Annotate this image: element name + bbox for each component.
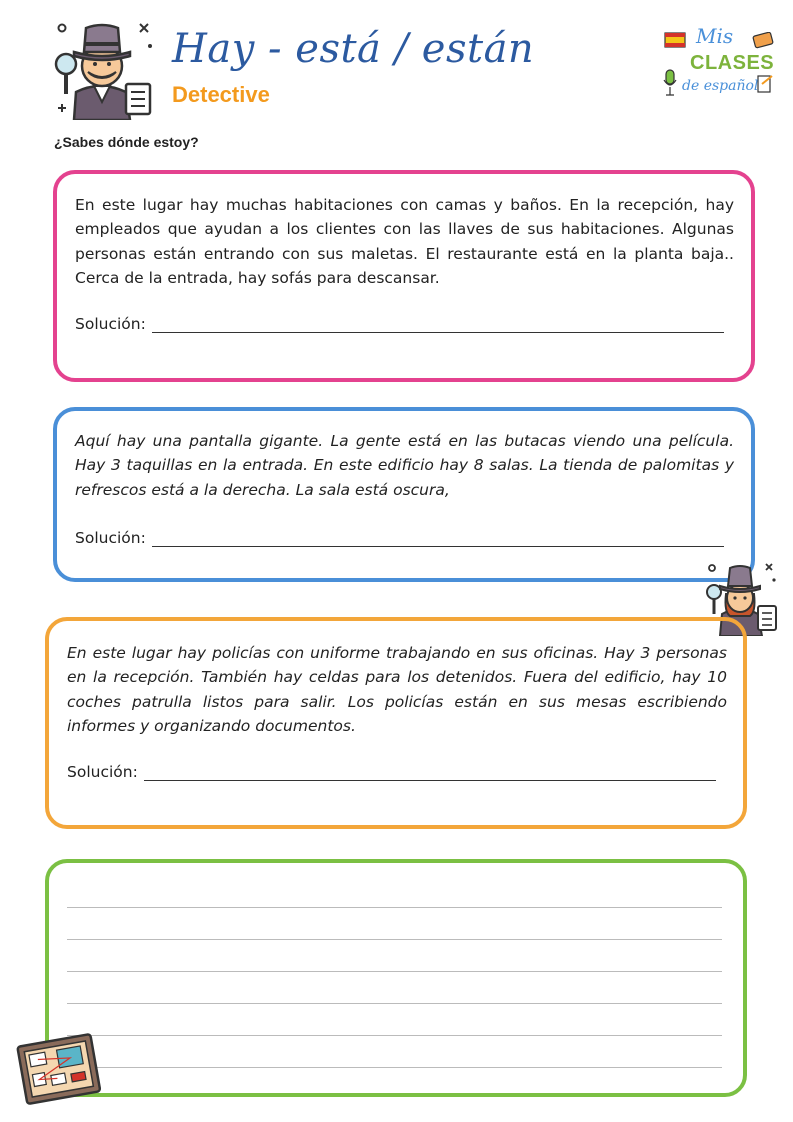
detective-man-icon — [52, 20, 156, 120]
riddle-text-3: En este lugar hay policías con uniforme trabajando en sus oficinas. Hay 3 personas en la recepción. También hay celdas para los detenidos. Fuera del edificio, hay 10 coches patrulla listos para salir. Los policías están en sus mesas escribiendo informes y organizando documentos. — [67, 644, 727, 735]
writing-line[interactable] — [67, 939, 722, 940]
solution-label: Solución: — [75, 529, 146, 547]
solution-label: Solución: — [75, 315, 146, 333]
writing-line[interactable] — [67, 1003, 722, 1004]
answer-line[interactable] — [152, 532, 724, 547]
logo-line-2: CLASES — [690, 52, 775, 74]
solution-field-2[interactable] — [75, 529, 724, 547]
notepad-icon — [756, 74, 774, 94]
ticket-icon — [752, 32, 776, 50]
page-subtitle: Detective — [172, 82, 270, 107]
logo-line-3: de español — [682, 78, 759, 94]
spain-flag-icon — [664, 32, 688, 50]
writing-card — [45, 859, 747, 1097]
brand-logo — [660, 24, 780, 114]
writing-line[interactable] — [67, 1035, 722, 1036]
riddle-text-2: Aquí hay una pantalla gigante. La gente está en las butacas viendo una película. Hay 3 taquillas en la entrada. En este edificio hay 8 salas. La tienda de palomitas y refrescos está a la derecha. La sala está oscura, — [75, 432, 734, 499]
solution-field-1[interactable] — [75, 315, 724, 333]
question-prompt: ¿Sabes dónde estoy? — [54, 134, 199, 150]
writing-line[interactable] — [67, 907, 722, 908]
riddle-text-1: En este lugar hay muchas habitaciones con camas y baños. En la recepción, hay empleados que ayudan a los clientes con las llaves de sus habitaciones. Algunas personas están entrando con sus maletas. El restaurante está en la planta baja.. Cerca de la entrada, hay sofás para descansar. — [75, 196, 734, 287]
evidence-board-icon — [14, 1030, 104, 1110]
writing-line[interactable] — [67, 971, 722, 972]
solution-label: Solución: — [67, 763, 138, 781]
answer-line[interactable] — [152, 318, 724, 333]
answer-line[interactable] — [144, 766, 716, 781]
writing-line[interactable] — [67, 1067, 722, 1068]
solution-field-3[interactable] — [67, 763, 716, 781]
page-title: Hay - está / están — [172, 26, 535, 72]
logo-line-1: Mis — [696, 24, 734, 48]
microphone-icon — [662, 68, 678, 98]
